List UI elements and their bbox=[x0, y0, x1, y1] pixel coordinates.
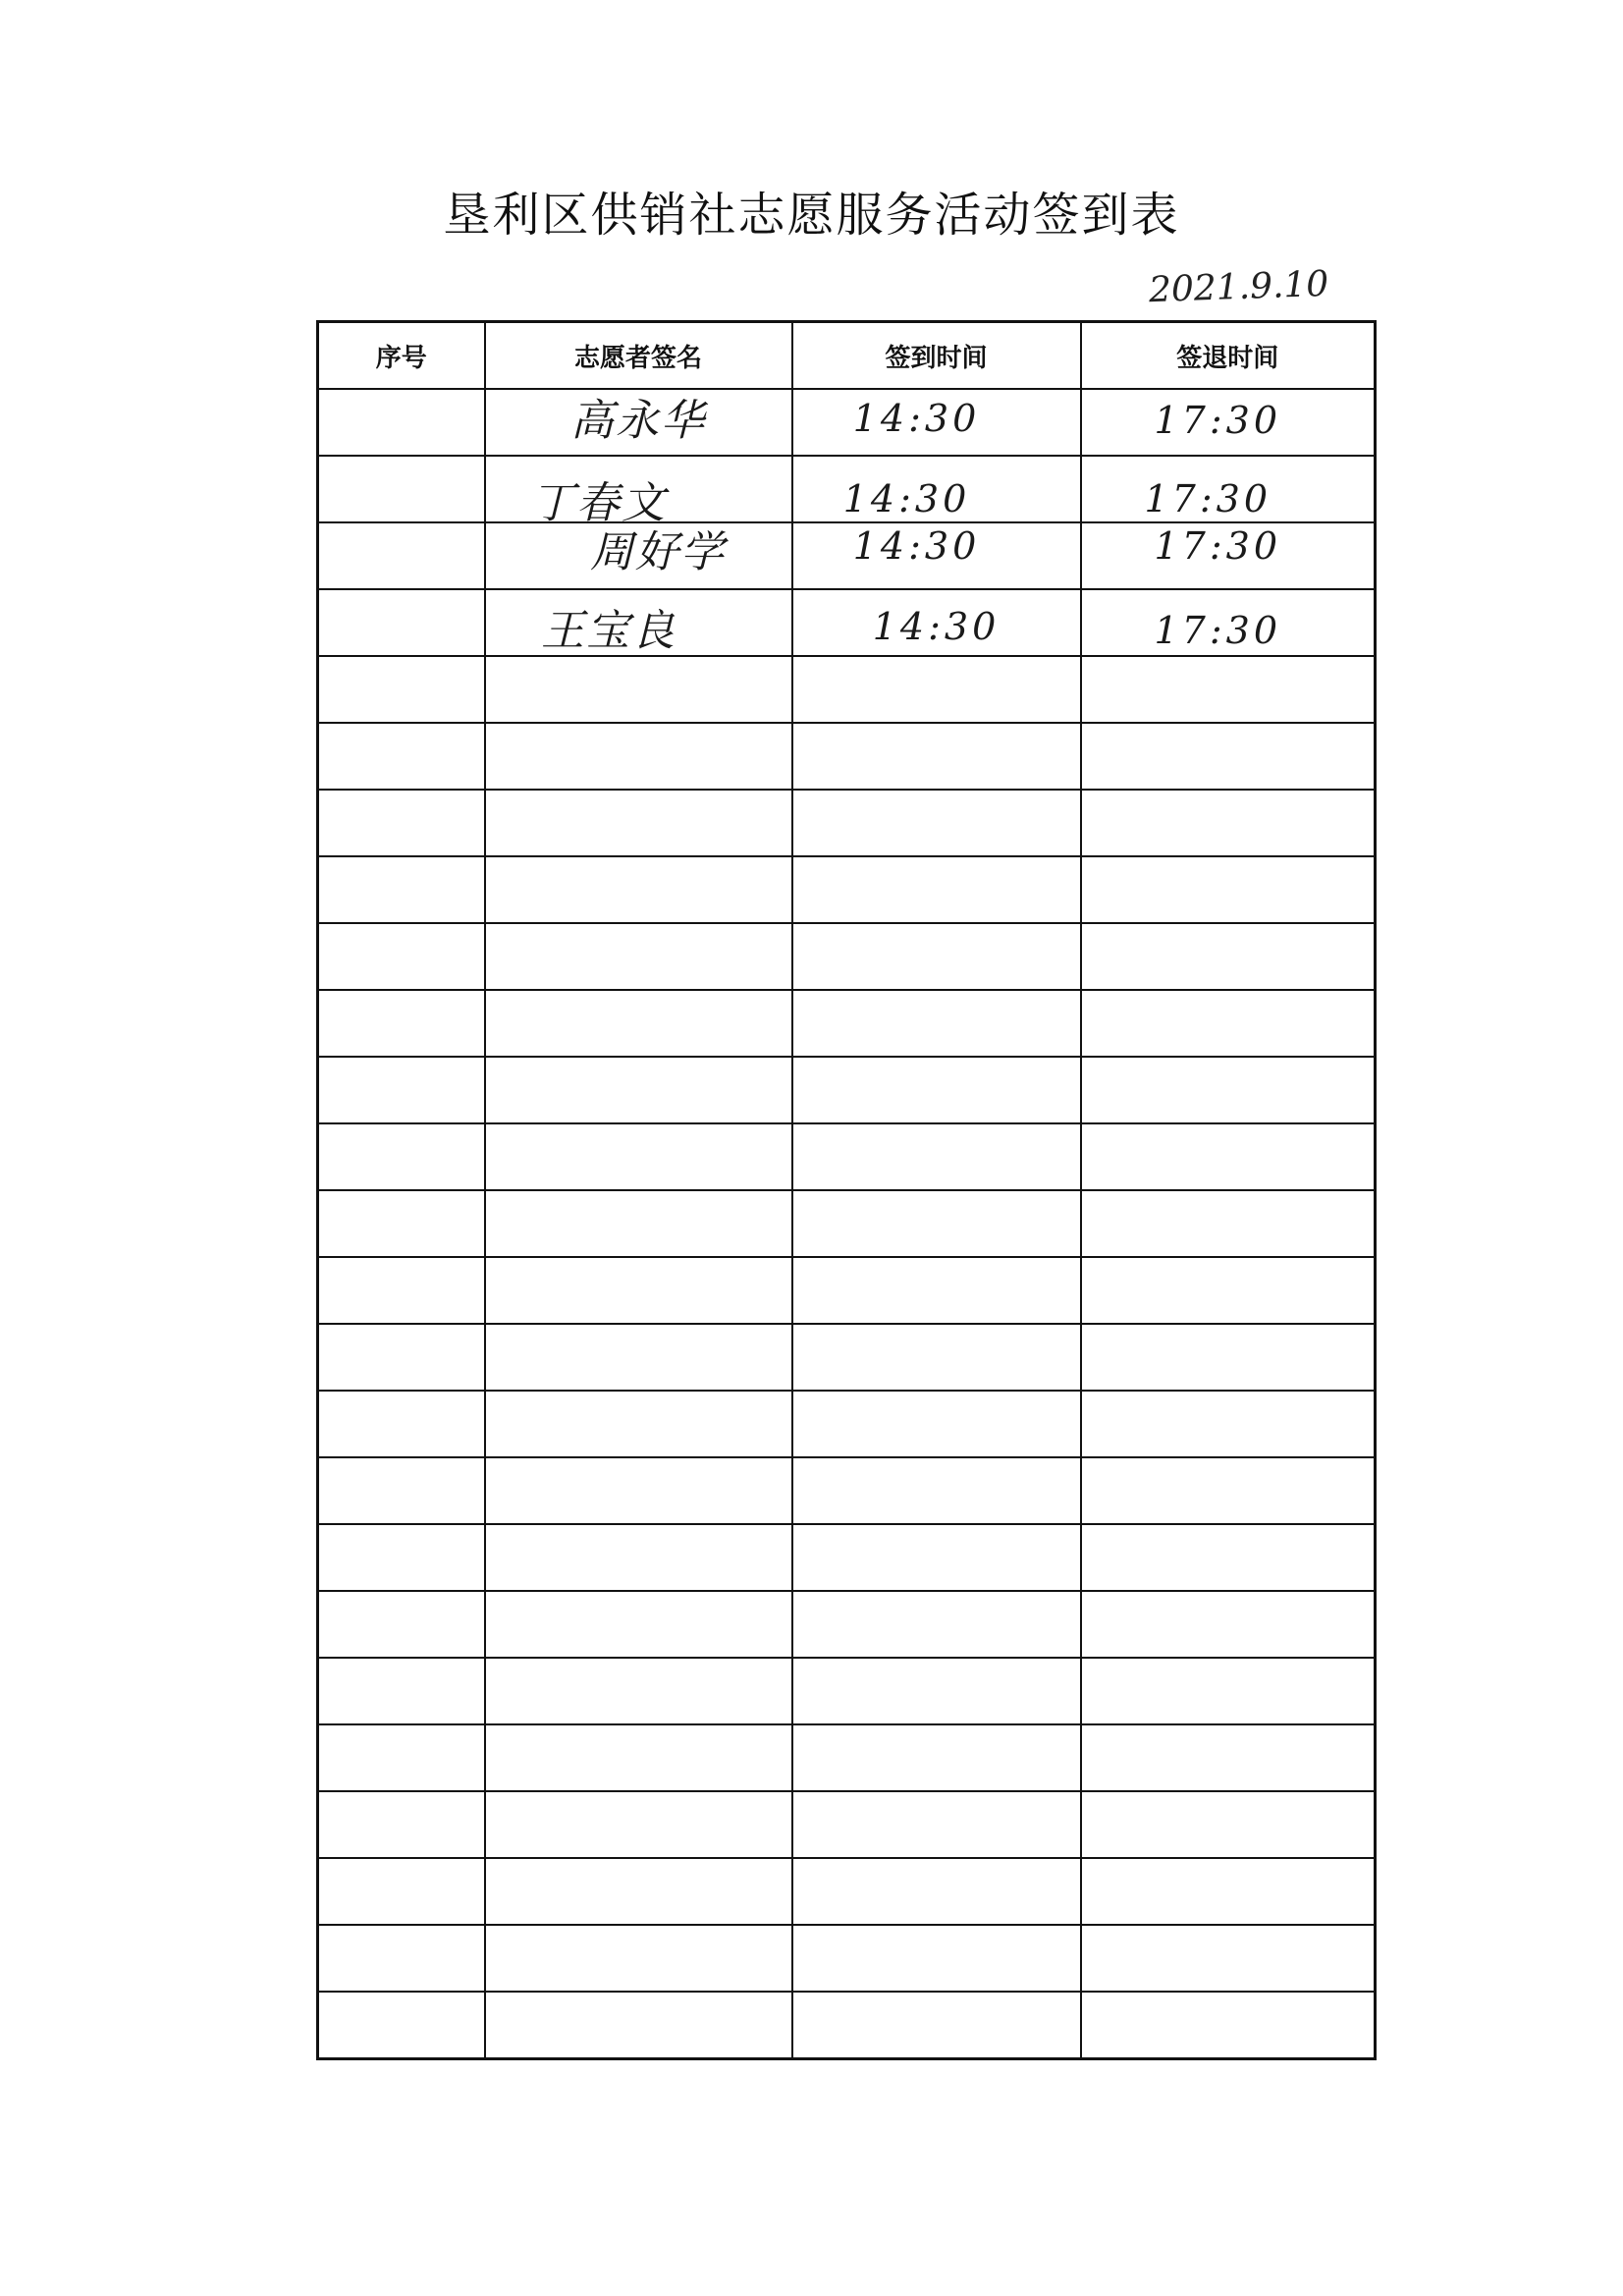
cell-sign-in-time-text: 14:30 bbox=[852, 397, 981, 440]
cell-sign-in-time bbox=[792, 990, 1081, 1057]
cell-serial-no bbox=[318, 856, 485, 923]
cell-volunteer-signature bbox=[485, 990, 792, 1057]
cell-sign-out-time bbox=[1081, 790, 1376, 856]
cell-volunteer-signature bbox=[485, 389, 792, 456]
cell-volunteer-signature bbox=[485, 1123, 792, 1190]
table-row bbox=[318, 1324, 1376, 1391]
cell-volunteer-signature-text: 王宝良 bbox=[541, 606, 676, 656]
cell-sign-out-time bbox=[1081, 1791, 1376, 1858]
cell-sign-in-time bbox=[792, 856, 1081, 923]
header-sign-in-time: 签到时间 bbox=[792, 322, 1081, 390]
cell-volunteer-signature bbox=[485, 1858, 792, 1925]
table-row bbox=[318, 1791, 1376, 1858]
cell-sign-out-time bbox=[1081, 1658, 1376, 1724]
cell-sign-out-time-text: 17:30 bbox=[1144, 477, 1271, 520]
cell-volunteer-signature bbox=[485, 1724, 792, 1791]
cell-serial-no bbox=[318, 1123, 485, 1190]
cell-volunteer-signature bbox=[485, 1591, 792, 1658]
cell-sign-out-time bbox=[1081, 1925, 1376, 1992]
cell-sign-in-time bbox=[792, 589, 1081, 656]
cell-serial-no bbox=[318, 1391, 485, 1457]
cell-sign-in-time bbox=[792, 522, 1081, 589]
table-row bbox=[318, 1724, 1376, 1791]
cell-serial-no bbox=[318, 1724, 485, 1791]
cell-volunteer-signature bbox=[485, 1524, 792, 1591]
cell-sign-in-time bbox=[792, 1925, 1081, 1992]
cell-sign-in-time bbox=[792, 656, 1081, 723]
cell-sign-in-time bbox=[792, 1724, 1081, 1791]
header-sign-out-time: 签退时间 bbox=[1081, 322, 1376, 390]
cell-volunteer-signature bbox=[485, 1057, 792, 1123]
cell-sign-out-time bbox=[1081, 656, 1376, 723]
cell-serial-no bbox=[318, 1858, 485, 1925]
cell-sign-in-time bbox=[792, 1457, 1081, 1524]
cell-serial-no bbox=[318, 1992, 485, 2059]
table-row bbox=[318, 856, 1376, 923]
cell-sign-out-time-text: 17:30 bbox=[1154, 524, 1281, 568]
table-row bbox=[318, 1391, 1376, 1457]
header-serial-no: 序号 bbox=[318, 322, 485, 390]
cell-serial-no bbox=[318, 1791, 485, 1858]
cell-sign-out-time bbox=[1081, 990, 1376, 1057]
handwritten-date: 2021.9.10 bbox=[1148, 263, 1329, 311]
table-row bbox=[318, 1190, 1376, 1257]
cell-sign-out-time-text: 17:30 bbox=[1154, 609, 1281, 652]
table-row bbox=[318, 1057, 1376, 1123]
table-header-row bbox=[318, 322, 1376, 390]
cell-sign-in-time bbox=[792, 1324, 1081, 1391]
cell-volunteer-signature bbox=[485, 1190, 792, 1257]
cell-volunteer-signature bbox=[485, 1992, 792, 2059]
cell-sign-in-time bbox=[792, 1190, 1081, 1257]
cell-sign-in-time bbox=[792, 456, 1081, 522]
cell-sign-in-time bbox=[792, 790, 1081, 856]
cell-sign-out-time bbox=[1081, 1858, 1376, 1925]
table-row bbox=[318, 522, 1376, 589]
cell-volunteer-signature bbox=[485, 790, 792, 856]
cell-volunteer-signature bbox=[485, 1791, 792, 1858]
cell-sign-out-time bbox=[1081, 1724, 1376, 1791]
cell-sign-out-time bbox=[1081, 389, 1376, 456]
cell-volunteer-signature bbox=[485, 456, 792, 528]
cell-sign-out-time bbox=[1081, 723, 1376, 790]
cell-sign-in-time bbox=[792, 1057, 1081, 1123]
cell-sign-out-time bbox=[1081, 1992, 1376, 2059]
cell-sign-out-time bbox=[1081, 1057, 1376, 1123]
cell-serial-no bbox=[318, 1257, 485, 1324]
cell-serial-no bbox=[318, 723, 485, 790]
table-row bbox=[318, 1123, 1376, 1190]
table-row bbox=[318, 1925, 1376, 1992]
cell-serial-no bbox=[318, 1658, 485, 1724]
cell-sign-out-time bbox=[1081, 522, 1376, 589]
cell-serial-no bbox=[318, 522, 485, 589]
cell-sign-in-time bbox=[792, 923, 1081, 990]
cell-sign-out-time bbox=[1081, 456, 1376, 522]
cell-sign-out-time bbox=[1081, 589, 1376, 656]
cell-serial-no bbox=[318, 456, 485, 522]
cell-sign-in-time bbox=[792, 1257, 1081, 1324]
table-row bbox=[318, 1257, 1376, 1324]
cell-sign-out-time bbox=[1081, 1524, 1376, 1591]
table-row bbox=[318, 1524, 1376, 1591]
cell-volunteer-signature bbox=[485, 723, 792, 790]
cell-sign-in-time-text: 14:30 bbox=[872, 605, 1001, 648]
cell-sign-out-time bbox=[1081, 1391, 1376, 1457]
cell-serial-no bbox=[318, 923, 485, 990]
table-row bbox=[318, 389, 1376, 456]
cell-volunteer-signature bbox=[485, 1925, 792, 1992]
table-row bbox=[318, 923, 1376, 990]
cell-volunteer-signature-text: 周好学 bbox=[590, 527, 726, 577]
table-row bbox=[318, 1591, 1376, 1658]
cell-sign-out-time bbox=[1081, 923, 1376, 990]
cell-sign-in-time bbox=[792, 723, 1081, 790]
cell-volunteer-signature-text: 丁春文 bbox=[531, 478, 667, 528]
cell-volunteer-signature bbox=[485, 1324, 792, 1391]
cell-serial-no bbox=[318, 656, 485, 723]
table-body bbox=[318, 389, 1376, 2059]
cell-serial-no bbox=[318, 790, 485, 856]
cell-volunteer-signature bbox=[485, 1391, 792, 1457]
cell-volunteer-signature bbox=[485, 1457, 792, 1524]
table-row bbox=[318, 589, 1376, 656]
header-volunteer-signature: 志愿者签名 bbox=[485, 322, 792, 390]
cell-volunteer-signature bbox=[485, 589, 792, 656]
cell-sign-out-time bbox=[1081, 1324, 1376, 1391]
cell-serial-no bbox=[318, 1925, 485, 1992]
cell-serial-no bbox=[318, 589, 485, 656]
table-row bbox=[318, 723, 1376, 790]
table-row bbox=[318, 1658, 1376, 1724]
cell-sign-in-time bbox=[792, 1858, 1081, 1925]
cell-sign-out-time bbox=[1081, 1457, 1376, 1524]
cell-volunteer-signature bbox=[485, 1257, 792, 1324]
cell-volunteer-signature bbox=[485, 923, 792, 990]
cell-serial-no bbox=[318, 990, 485, 1057]
sign-in-table bbox=[316, 320, 1377, 2060]
cell-sign-in-time bbox=[792, 389, 1081, 456]
page-title: 垦利区供销社志愿服务活动签到表 bbox=[443, 188, 1180, 243]
cell-sign-in-time bbox=[792, 1591, 1081, 1658]
cell-sign-out-time bbox=[1081, 856, 1376, 923]
table-row bbox=[318, 456, 1376, 522]
cell-serial-no bbox=[318, 389, 485, 456]
cell-sign-out-time bbox=[1081, 1257, 1376, 1324]
cell-sign-in-time bbox=[792, 1391, 1081, 1457]
cell-volunteer-signature-text: 高永华 bbox=[570, 396, 706, 446]
cell-volunteer-signature bbox=[485, 856, 792, 923]
cell-sign-out-time bbox=[1081, 1591, 1376, 1658]
table-row bbox=[318, 656, 1376, 723]
cell-volunteer-signature bbox=[485, 656, 792, 723]
cell-serial-no bbox=[318, 1057, 485, 1123]
cell-serial-no bbox=[318, 1457, 485, 1524]
cell-serial-no bbox=[318, 1591, 485, 1658]
cell-volunteer-signature bbox=[485, 522, 792, 589]
cell-sign-in-time bbox=[792, 1791, 1081, 1858]
cell-serial-no bbox=[318, 1324, 485, 1391]
cell-sign-in-time bbox=[792, 1658, 1081, 1724]
cell-sign-in-time bbox=[792, 1123, 1081, 1190]
cell-sign-in-time-text: 14:30 bbox=[852, 524, 981, 568]
cell-serial-no bbox=[318, 1190, 485, 1257]
table-row bbox=[318, 1992, 1376, 2059]
table-row bbox=[318, 790, 1376, 856]
cell-serial-no bbox=[318, 1524, 485, 1591]
cell-sign-in-time bbox=[792, 1524, 1081, 1591]
cell-sign-out-time bbox=[1081, 1123, 1376, 1190]
cell-sign-out-time bbox=[1081, 1190, 1376, 1257]
cell-sign-in-time-text: 14:30 bbox=[842, 477, 971, 520]
table-row bbox=[318, 1457, 1376, 1524]
table-row bbox=[318, 1858, 1376, 1925]
cell-sign-out-time-text: 17:30 bbox=[1154, 399, 1281, 442]
cell-volunteer-signature bbox=[485, 1658, 792, 1724]
cell-sign-in-time bbox=[792, 1992, 1081, 2059]
table-row bbox=[318, 990, 1376, 1057]
